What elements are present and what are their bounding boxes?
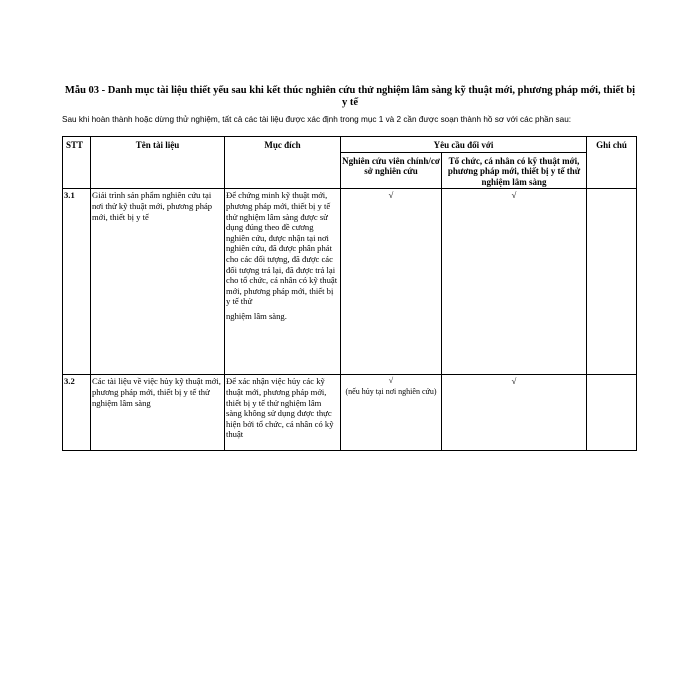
document-title: Mẫu 03 - Danh mục tài liệu thiết yếu sau khi kết thúc nghiên cứu thử nghiệm lâm sàng kỹ thuật mới, phương pháp mới, thiết bị y tế [64, 85, 636, 108]
header-stt: STT [63, 137, 91, 189]
header-document-name: Tên tài liệu [91, 137, 225, 189]
row-research-check: √ [388, 376, 394, 386]
row-stt: 3.1 [63, 189, 91, 375]
header-research-site: Nghiên cứu viên chính/cơ sở nghiên cứu [341, 152, 442, 189]
header-organization: Tổ chức, cá nhân có kỹ thuật mới, phương pháp mới, thiết bị y tế thử nghiệm lâm sàng [442, 152, 587, 189]
row-stt: 3.2 [63, 375, 91, 451]
row-org-check: √ [442, 189, 587, 375]
row-purpose [225, 189, 341, 375]
row-research-note: (nếu hủy tại nơi nghiên cứu) [345, 386, 437, 396]
row-purpose-extra: nghiệm lâm sàng. [226, 310, 287, 321]
table-header-row [63, 137, 637, 153]
row-document-name: Giải trình sản phẩm nghiên cứu tại nơi thử kỹ thuật mới, phương pháp mới, thiết bị y tế [91, 189, 225, 375]
table-row [63, 375, 637, 451]
header-note: Ghi chú [587, 137, 637, 189]
header-requirement: Yêu cầu đối với [341, 137, 587, 153]
row-research-check: √ [341, 189, 442, 375]
row-document-name: Các tài liệu về việc hủy kỹ thuật mới, phương pháp mới, thiết bị y tế thử nghiệm lâm sàng [91, 375, 225, 451]
row-purpose: Để xác nhận việc hủy các kỹ thuật mới, phương pháp mới, thiết bị y tế thử nghiệm lâm sàng không sử dụng được thực hiện bởi tổ chức, cá nhân có kỹ thuật [225, 375, 341, 451]
intro-text: Sau khi hoàn thành hoặc dừng thử nghiệm, tất cả các tài liệu được xác định trong mục 1 và 2 cần được soạn thành hồ sơ với các phần sau: [62, 115, 572, 124]
row-note [587, 189, 637, 375]
essential-documents-table [62, 136, 637, 451]
row-org-check: √ [442, 375, 587, 451]
header-purpose: Mục đích [225, 137, 341, 189]
row-purpose-text: Để chứng minh kỹ thuật mới, phương pháp mới, thiết bị y tế thử nghiệm lâm sàng được sử dụng đúng theo đề cương nghiên cứu, được nhận tại nơi nghiên cứu, đã được phân phát cho các đối tượng, đã được các đối tượng trả lại, đã được trả lại cho tổ chức, cá nhân có kỹ thuật mới, phương pháp mới, thiết bị y tế thử [226, 190, 338, 307]
row-research-cell [341, 375, 442, 451]
row-note [587, 375, 637, 451]
table-row [63, 189, 637, 375]
